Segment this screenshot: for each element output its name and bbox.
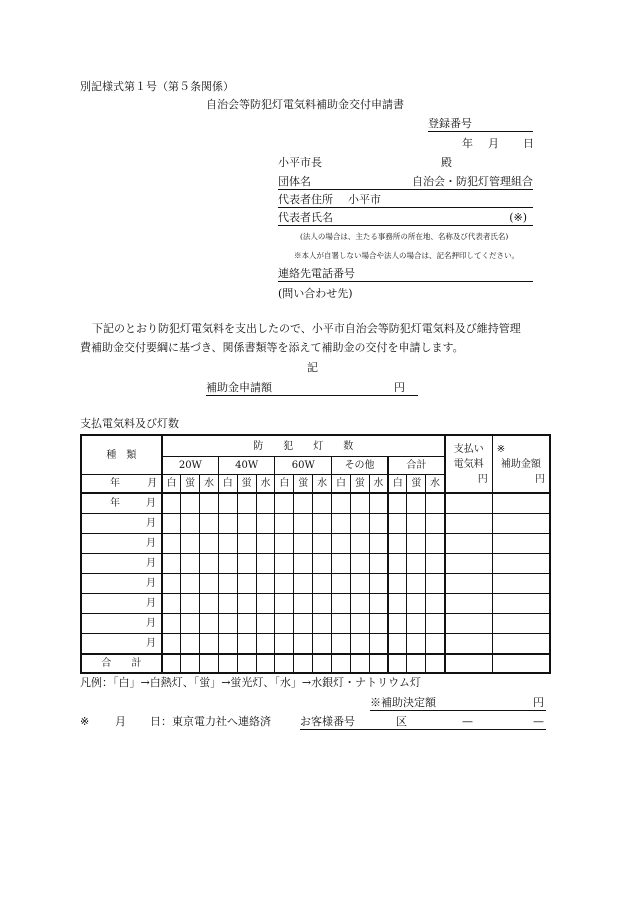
row-period-cell[interactable] — [81, 493, 162, 514]
year-month-header — [81, 475, 162, 494]
sub-fluorescent: 蛍 — [407, 475, 426, 494]
row-month-label: 月 — [146, 558, 156, 569]
table-row — [81, 554, 550, 574]
rep-address-value: 小平市 — [348, 193, 381, 206]
payment-cell[interactable] — [445, 534, 492, 554]
lamp-count-cell[interactable] — [369, 594, 388, 614]
lamp-count-cell[interactable] — [237, 493, 256, 514]
lamp-count-cell[interactable] — [332, 574, 351, 594]
table-row — [81, 614, 550, 634]
registration-number-label: 登録番号 — [428, 117, 472, 130]
customer-number-label: お客様番号 — [300, 715, 355, 728]
row-period-cell[interactable] — [81, 574, 162, 594]
group-name-label: 団体名 — [278, 175, 311, 188]
legend: 凡例：「白」→白熱灯、「蛍」→蛍光灯、「水」→水銀灯・ナトリウム灯 — [80, 676, 422, 689]
lamp-count-cell[interactable] — [294, 534, 313, 554]
lamp-count-cell[interactable] — [237, 634, 256, 655]
lamp-count-cell[interactable] — [369, 514, 388, 534]
subsidy-header-label: 補助金額 — [500, 459, 541, 470]
row-month-label: 月 — [146, 538, 156, 549]
lamp-count-cell[interactable] — [200, 534, 219, 554]
lamp-count-cell[interactable] — [313, 493, 332, 514]
decision-amount-label: ※補助決定額 — [370, 696, 436, 709]
lamp-count-cell[interactable] — [256, 574, 275, 594]
lamp-count-cell[interactable] — [294, 614, 313, 634]
lamp-count-cell[interactable] — [426, 554, 445, 574]
lamp-count-cell[interactable] — [369, 614, 388, 634]
payment-header-line1: 支払い — [453, 444, 484, 455]
lamp-count-cell[interactable] — [407, 514, 426, 534]
lamp-count-cell[interactable] — [218, 554, 237, 574]
lamp-count-cell[interactable] — [407, 594, 426, 614]
subsidy-header — [492, 435, 550, 493]
rep-name-field[interactable] — [278, 211, 533, 226]
row-month-label: 月 — [146, 578, 156, 589]
payment-cell[interactable] — [445, 493, 492, 514]
lamp-count-cell[interactable] — [162, 493, 181, 514]
total-cell[interactable] — [181, 654, 200, 673]
lamp-count-cell[interactable] — [162, 514, 181, 534]
lamp-count-cell[interactable] — [200, 594, 219, 614]
date-year-label: 年 — [462, 137, 473, 150]
lamp-count-cell[interactable] — [426, 574, 445, 594]
subsidy-cell[interactable] — [492, 554, 550, 574]
lamp-count-cell[interactable] — [332, 514, 351, 534]
lamp-count-cell[interactable] — [350, 594, 369, 614]
lamp-count-cell[interactable] — [407, 634, 426, 655]
lamp-count-cell[interactable] — [313, 594, 332, 614]
sub-fluorescent: 蛍 — [294, 475, 313, 494]
data-rows — [81, 493, 550, 654]
lamp-count-cell[interactable] — [294, 574, 313, 594]
lamp-count-cell[interactable] — [426, 534, 445, 554]
lamp-count-cell[interactable] — [407, 554, 426, 574]
contact-phone-field[interactable] — [278, 267, 533, 282]
lamp-count-cell[interactable] — [200, 493, 219, 514]
group-40w: 40W — [218, 457, 275, 475]
lamp-count-cell[interactable] — [388, 614, 407, 634]
sub-white: 白 — [218, 475, 237, 494]
corporate-note: (法人の場合は、主たる事務所の所在地、名称及び代表者氏名) — [300, 232, 509, 241]
lamp-count-cell[interactable] — [426, 514, 445, 534]
subsidy-cell[interactable] — [492, 634, 550, 655]
row-period-cell[interactable] — [81, 614, 162, 634]
lamp-count-cell[interactable] — [181, 634, 200, 655]
customer-dash-1: — — [462, 715, 473, 728]
lamp-count-cell[interactable] — [275, 594, 294, 614]
year-header: 年 — [110, 478, 120, 489]
registration-number-field[interactable] — [428, 117, 533, 132]
row-month-label: 月 — [146, 498, 156, 509]
sub-white: 白 — [388, 475, 407, 494]
sub-white: 白 — [332, 475, 351, 494]
lamp-count-cell[interactable] — [256, 634, 275, 655]
lamp-count-cell[interactable] — [256, 614, 275, 634]
lamp-count-cell[interactable] — [388, 634, 407, 655]
payment-cell[interactable] — [445, 594, 492, 614]
lamp-count-cell[interactable] — [350, 614, 369, 634]
lamp-count-cell[interactable] — [350, 493, 369, 514]
lamp-count-cell[interactable] — [332, 614, 351, 634]
total-cell[interactable] — [388, 654, 407, 673]
lamp-count-cell[interactable] — [388, 514, 407, 534]
lamp-count-cell[interactable] — [350, 554, 369, 574]
row-month-label: 月 — [146, 638, 156, 649]
lamp-count-cell[interactable] — [275, 493, 294, 514]
lamp-count-cell[interactable] — [426, 614, 445, 634]
total-payment-cell[interactable] — [445, 654, 492, 673]
application-amount-unit: 円 — [394, 381, 405, 394]
rep-address-field[interactable] — [278, 193, 533, 208]
row-period-cell[interactable] — [81, 514, 162, 534]
customer-dash-2: — — [533, 715, 544, 728]
lamp-count-cell[interactable] — [313, 534, 332, 554]
total-cell[interactable] — [426, 654, 445, 673]
lamp-count-cell[interactable] — [237, 594, 256, 614]
body-line-2: 費補助金交付要綱に基づき、関係書類等を添えて補助金の交付を申請します。 — [80, 341, 464, 354]
table-row — [81, 493, 550, 514]
total-cell[interactable] — [407, 654, 426, 673]
lamp-count-cell[interactable] — [369, 554, 388, 574]
lamp-count-cell[interactable] — [294, 514, 313, 534]
total-cell[interactable] — [350, 654, 369, 673]
lamp-count-cell[interactable] — [350, 534, 369, 554]
row-month-label: 月 — [146, 618, 156, 629]
lamp-count-cell[interactable] — [275, 554, 294, 574]
date-month-label: 月 — [488, 137, 499, 150]
row-period-cell[interactable] — [81, 594, 162, 614]
lamp-count-cell[interactable] — [350, 574, 369, 594]
group-20w: 20W — [162, 457, 219, 475]
lamp-count-cell[interactable] — [181, 594, 200, 614]
month-header: 月 — [147, 478, 158, 489]
lamp-count-cell[interactable] — [237, 574, 256, 594]
lamp-count-cell[interactable] — [218, 493, 237, 514]
lamp-count-cell[interactable] — [162, 554, 181, 574]
group-total: 合計 — [388, 457, 445, 475]
lamp-count-cell[interactable] — [162, 594, 181, 614]
row-period-cell[interactable] — [81, 634, 162, 655]
subsidy-mark: ※ — [496, 444, 506, 455]
lamp-count-cell[interactable] — [200, 514, 219, 534]
lamp-count-cell[interactable] — [237, 614, 256, 634]
lamp-count-cell[interactable] — [200, 614, 219, 634]
decision-amount-unit: 円 — [533, 696, 544, 709]
lamp-count-cell[interactable] — [388, 534, 407, 554]
application-amount-field[interactable] — [206, 381, 418, 396]
lamp-count-cell[interactable] — [275, 634, 294, 655]
lamp-count-cell[interactable] — [162, 574, 181, 594]
lamp-count-cell[interactable] — [275, 574, 294, 594]
lamp-count-cell[interactable] — [218, 614, 237, 634]
footer-month: 月 — [115, 715, 126, 728]
total-cell[interactable] — [313, 654, 332, 673]
payment-cell[interactable] — [445, 514, 492, 534]
rep-address-label: 代表者住所 — [278, 193, 333, 206]
sub-mercury: 水 — [369, 475, 388, 494]
type-header: 種 類 — [81, 435, 162, 475]
sub-mercury: 水 — [313, 475, 332, 494]
lamp-count-cell[interactable] — [369, 534, 388, 554]
lamp-count-cell[interactable] — [275, 534, 294, 554]
lamp-count-cell[interactable] — [350, 634, 369, 655]
payment-cell[interactable] — [445, 554, 492, 574]
lamp-count-cell[interactable] — [200, 634, 219, 655]
lamp-count-cell[interactable] — [332, 594, 351, 614]
lamp-count-cell[interactable] — [350, 514, 369, 534]
group-60w: 60W — [275, 457, 332, 475]
lamp-count-cell[interactable] — [181, 493, 200, 514]
seal-mark: (※) — [509, 211, 527, 224]
decision-amount-field[interactable] — [370, 696, 546, 711]
table-row — [81, 514, 550, 534]
application-amount-label: 補助金申請額 — [206, 381, 272, 394]
form-id: 別記様式第１号（第５条関係） — [80, 80, 234, 93]
group-name-field[interactable] — [278, 175, 533, 190]
customer-ku: 区 — [396, 715, 407, 728]
lamp-count-cell[interactable] — [256, 514, 275, 534]
rep-name-label: 代表者氏名 — [278, 211, 333, 224]
lamp-count-cell[interactable] — [407, 493, 426, 514]
lamp-count-cell[interactable] — [332, 554, 351, 574]
lamp-count-cell[interactable] — [407, 574, 426, 594]
lamp-count-cell[interactable] — [332, 534, 351, 554]
lamp-count-cell[interactable] — [426, 594, 445, 614]
subsidy-cell[interactable] — [492, 574, 550, 594]
total-cell[interactable] — [294, 654, 313, 673]
crime-lamp-count-header: 防 犯 灯 数 — [162, 435, 445, 457]
total-cell[interactable] — [275, 654, 294, 673]
lamp-count-cell[interactable] — [237, 534, 256, 554]
lamp-count-cell[interactable] — [275, 514, 294, 534]
document-title: 自治会等防犯灯電気料補助金交付申請書 — [206, 98, 404, 111]
sub-mercury: 水 — [200, 475, 219, 494]
sub-fluorescent: 蛍 — [350, 475, 369, 494]
table-row — [81, 594, 550, 614]
row-period-cell[interactable] — [81, 554, 162, 574]
sub-mercury: 水 — [426, 475, 445, 494]
subsidy-cell[interactable] — [492, 514, 550, 534]
lamp-count-cell[interactable] — [313, 634, 332, 655]
lamp-count-cell[interactable] — [162, 634, 181, 655]
table-row — [81, 634, 550, 655]
lamp-count-cell[interactable] — [426, 634, 445, 655]
lamp-count-cell[interactable] — [218, 514, 237, 534]
subsidy-cell[interactable] — [492, 594, 550, 614]
lamp-count-cell[interactable] — [369, 493, 388, 514]
payment-header — [445, 435, 492, 493]
group-name-value: 自治会・防犯灯管理組合 — [412, 175, 533, 188]
table-row — [81, 534, 550, 554]
lamp-count-cell[interactable] — [256, 594, 275, 614]
lamp-count-table — [80, 434, 551, 674]
lamp-count-cell[interactable] — [181, 514, 200, 534]
sub-mercury: 水 — [256, 475, 275, 494]
subsidy-cell[interactable] — [492, 534, 550, 554]
lamp-count-cell[interactable] — [388, 554, 407, 574]
payment-cell[interactable] — [445, 574, 492, 594]
sub-fluorescent: 蛍 — [237, 475, 256, 494]
lamp-count-cell[interactable] — [369, 634, 388, 655]
lamp-count-cell[interactable] — [294, 594, 313, 614]
lamp-count-cell[interactable] — [294, 554, 313, 574]
lamp-count-cell[interactable] — [200, 574, 219, 594]
payment-unit: 円 — [477, 474, 488, 485]
lamp-count-cell[interactable] — [181, 554, 200, 574]
total-row-label: 合 計 — [81, 654, 162, 673]
total-cell[interactable] — [237, 654, 256, 673]
payment-header-line2: 電気料 — [453, 459, 484, 470]
row-month-label: 月 — [146, 518, 156, 529]
row-month-label: 月 — [146, 598, 156, 609]
lamp-count-cell[interactable] — [237, 514, 256, 534]
lamp-count-cell[interactable] — [181, 534, 200, 554]
lamp-count-cell[interactable] — [407, 614, 426, 634]
body-line-1: 下記のとおり防犯灯電気料を支出したので、小平市自治会等防犯灯電気料及び維持管理 — [92, 322, 521, 335]
lamp-count-cell[interactable] — [256, 493, 275, 514]
signature-note: ※本人が自署しない場合や法人の場合は、記名押印してください。 — [294, 251, 519, 260]
lamp-count-cell[interactable] — [407, 534, 426, 554]
lamp-count-cell[interactable] — [332, 634, 351, 655]
lamp-count-cell[interactable] — [200, 554, 219, 574]
lamp-count-cell[interactable] — [369, 574, 388, 594]
lamp-count-cell[interactable] — [294, 493, 313, 514]
lamp-count-cell[interactable] — [162, 614, 181, 634]
total-cell[interactable] — [162, 654, 181, 673]
sub-white: 白 — [275, 475, 294, 494]
group-other: その他 — [332, 457, 389, 475]
row-period-cell[interactable] — [81, 534, 162, 554]
lamp-count-cell[interactable] — [256, 534, 275, 554]
mayor-label: 小平市長 — [278, 156, 322, 169]
ki-label: 記 — [307, 361, 318, 374]
footer-day-note: 日：東京電力社へ連絡済 — [150, 715, 271, 728]
lamp-count-cell[interactable] — [162, 534, 181, 554]
lamp-count-cell[interactable] — [218, 534, 237, 554]
subsidy-cell[interactable] — [492, 614, 550, 634]
total-cell[interactable] — [218, 654, 237, 673]
lamp-count-cell[interactable] — [313, 574, 332, 594]
subsidy-unit: 円 — [535, 474, 545, 485]
lamp-count-cell[interactable] — [388, 493, 407, 514]
lamp-count-cell[interactable] — [388, 574, 407, 594]
table-caption: 支払電気料及び灯数 — [80, 417, 179, 430]
lamp-count-cell[interactable] — [181, 614, 200, 634]
lamp-count-cell[interactable] — [181, 574, 200, 594]
lamp-count-cell[interactable] — [218, 594, 237, 614]
date-day-label: 日 — [523, 137, 534, 150]
payment-cell[interactable] — [445, 634, 492, 655]
lamp-count-cell[interactable] — [218, 634, 237, 655]
contact-sub-label: (問い合わせ先) — [278, 287, 353, 300]
lamp-count-cell[interactable] — [313, 554, 332, 574]
lamp-count-cell[interactable] — [426, 493, 445, 514]
lamp-count-cell[interactable] — [388, 594, 407, 614]
total-cell[interactable] — [256, 654, 275, 673]
total-subsidy-cell[interactable] — [492, 654, 550, 673]
lamp-count-cell[interactable] — [275, 614, 294, 634]
sub-white: 白 — [162, 475, 181, 494]
lamp-count-cell[interactable] — [313, 514, 332, 534]
row-year-label: 年 — [110, 498, 120, 509]
lamp-count-cell[interactable] — [256, 554, 275, 574]
sub-fluorescent: 蛍 — [181, 475, 200, 494]
lamp-count-cell[interactable] — [332, 493, 351, 514]
table-row — [81, 574, 550, 594]
subsidy-cell[interactable] — [492, 493, 550, 514]
footer-mark: ※ — [80, 715, 90, 728]
total-cell[interactable] — [200, 654, 219, 673]
lamp-count-cell[interactable] — [294, 634, 313, 655]
customer-number-field[interactable] — [300, 715, 546, 730]
mayor-honorific: 殿 — [441, 156, 452, 169]
lamp-count-cell[interactable] — [218, 574, 237, 594]
total-cell[interactable] — [332, 654, 351, 673]
lamp-count-cell[interactable] — [237, 554, 256, 574]
lamp-count-cell[interactable] — [313, 614, 332, 634]
contact-phone-label: 連絡先電話番号 — [278, 267, 355, 280]
total-cell[interactable] — [369, 654, 388, 673]
payment-cell[interactable] — [445, 614, 492, 634]
